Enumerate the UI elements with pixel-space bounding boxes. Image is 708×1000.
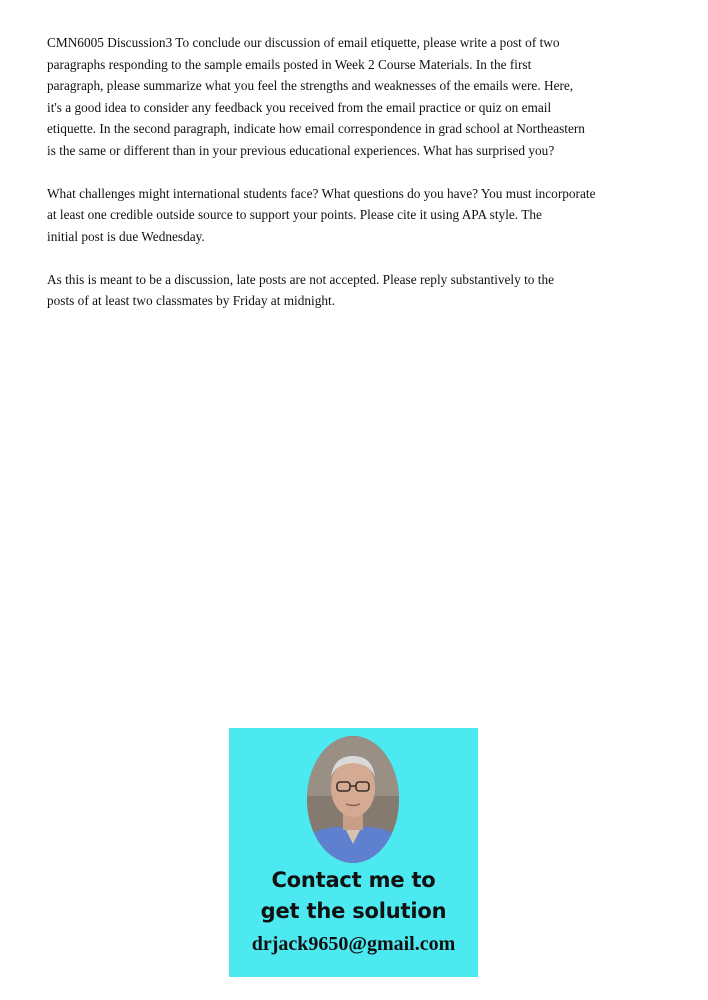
text-line: paragraph, please summarize what you feel the strengths and weaknesses of the emails were. Here, bbox=[47, 78, 574, 93]
paragraph-2 bbox=[47, 183, 667, 248]
text-line: it's a good idea to consider any feedback you received from the email practice or quiz on email bbox=[47, 99, 552, 115]
text-line: What challenges might international students face? What questions do you have? You must incorporate bbox=[47, 185, 596, 201]
text-line: etiquette. In the second paragraph, indicate how email correspondence in grad school at Northeastern bbox=[47, 121, 585, 136]
contact-email[interactable]: drjack9650@gmail.com bbox=[251, 933, 456, 955]
paragraph-1 bbox=[47, 32, 667, 161]
document-body bbox=[47, 32, 667, 333]
text-line: CMN6005 Discussion3 To conclude our discussion of email etiquette, please write a post of two bbox=[47, 35, 560, 50]
ad-heading-line-1: Contact me to bbox=[271, 868, 436, 892]
text-line: initial post is due Wednesday. bbox=[47, 228, 205, 244]
text-line: posts of at least two classmates by Friday at midnight. bbox=[47, 293, 336, 308]
person-portrait-icon bbox=[307, 736, 399, 863]
text-line: paragraphs responding to the sample emails posted in Week 2 Course Materials. In the first bbox=[47, 56, 532, 72]
text-line: As this is meant to be a discussion, late posts are not accepted. Please reply substantively to the bbox=[47, 271, 555, 287]
ad-heading-line-2: get the solution bbox=[260, 899, 447, 923]
contact-ad-banner[interactable] bbox=[229, 728, 478, 977]
paragraph-3 bbox=[47, 269, 667, 312]
text-line: at least one credible outside source to support your points. Please cite it using APA style. The bbox=[47, 207, 542, 222]
text-line: is the same or different than in your previous educational experiences. What has surprised you? bbox=[47, 142, 555, 158]
